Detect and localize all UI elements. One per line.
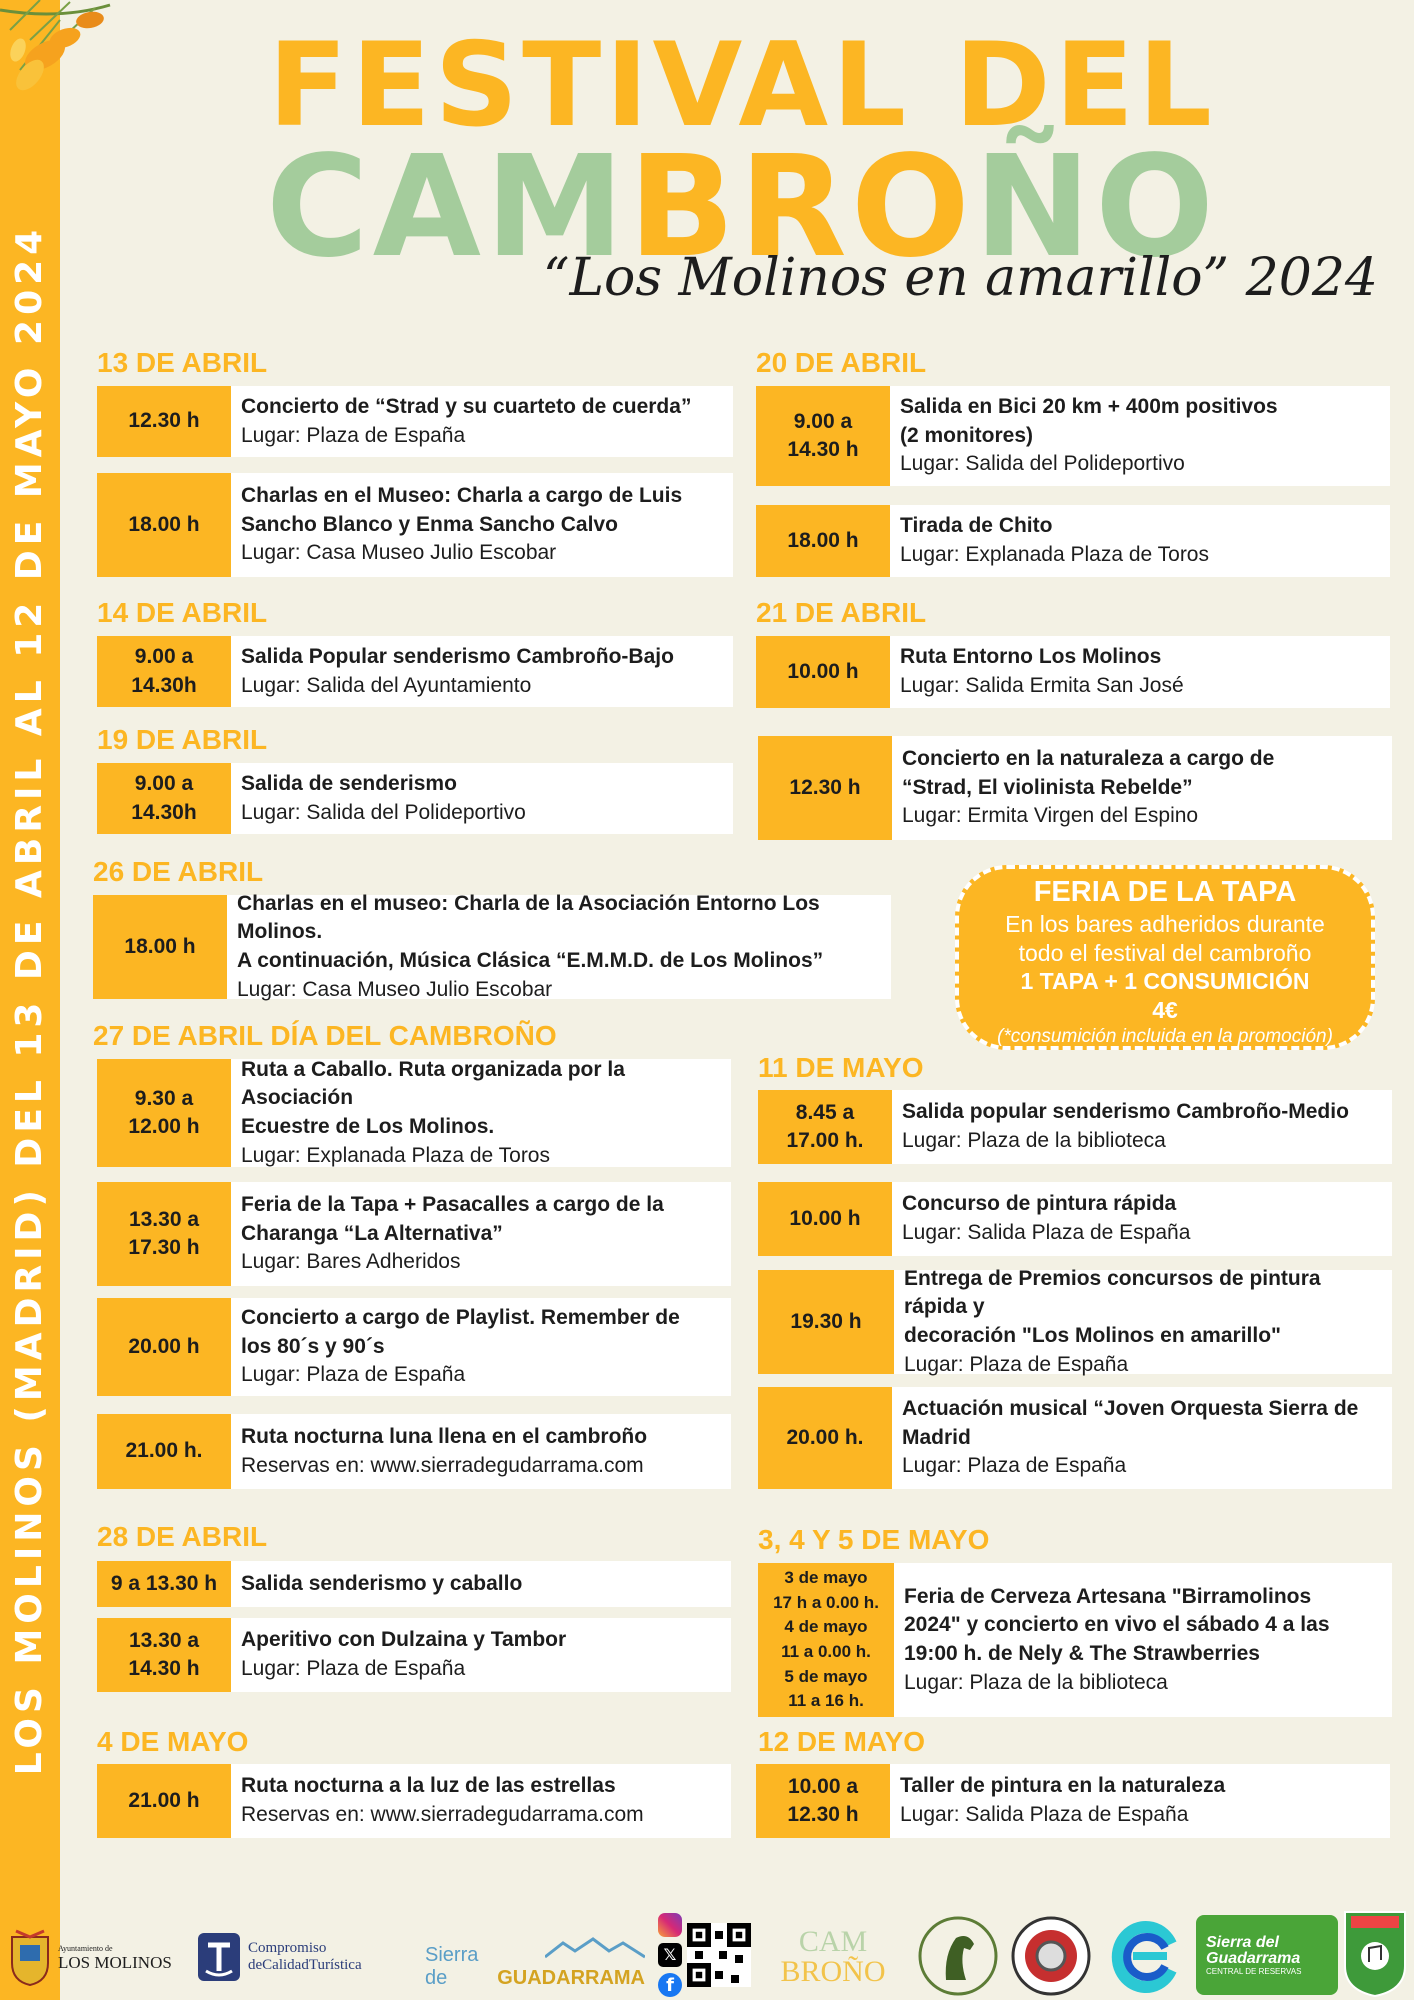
event-name: Ruta nocturna a la luz de las estrellas [241, 1774, 616, 1798]
event-time-line: 8.45 a [795, 1100, 855, 1124]
event-card [756, 1764, 1390, 1838]
event-card [97, 1182, 731, 1286]
day-heading: 21 DE ABRIL [756, 597, 927, 628]
event-place: Lugar: Salida Ermita San José [900, 674, 1184, 697]
ayuntamiento-small-text: Ayuntamiento de [58, 1943, 113, 1953]
event-name: Charlas en el Museo: Charla a cargo de Luis [241, 484, 683, 508]
event-name: Tirada de Chito [900, 514, 1053, 538]
event-time-line: 9.30 a [134, 1086, 194, 1110]
event-time [756, 386, 890, 486]
event-info [892, 1387, 1366, 1489]
day-heading: 13 DE ABRIL [97, 347, 268, 378]
event-name: Salida popular senderismo Cambroño-Medio [902, 1100, 1349, 1124]
event-info [231, 386, 699, 457]
event-info [231, 763, 534, 834]
event-time [97, 1298, 231, 1396]
event-info [227, 891, 891, 1001]
event-info [231, 1298, 688, 1396]
event-place: Lugar: Salida del Ayuntamiento [241, 673, 532, 697]
festival-subtitle: “Los Molinos en amarillo” 2024 [542, 248, 1378, 308]
event-card [758, 1182, 1392, 1256]
event-place: Lugar: Bares Adheridos [241, 1250, 461, 1274]
event-name: Ruta nocturna luna llena en el cambroño [241, 1424, 648, 1448]
event-time [97, 763, 231, 834]
event-time-line: 18.00 h [787, 528, 859, 552]
event-time-line: 17.00 h. [786, 1129, 864, 1152]
event-time-line: 21.00 h [128, 1788, 200, 1812]
event-time-line: 10.00 h [789, 1206, 861, 1230]
event-name: Salida Popular senderismo Cambroño-Bajo [241, 644, 674, 668]
qr-code-icon [687, 1923, 751, 1987]
event-time-line: 13.30 a [128, 1628, 200, 1652]
event-time-line: 20.00 h. [786, 1425, 864, 1449]
event-time-line: 12.30 h [789, 775, 861, 799]
event-card [97, 1414, 731, 1489]
event-time-line: 9.00 a [793, 409, 853, 433]
event-name: Salida senderismo y caballo [241, 1571, 523, 1595]
tapa-line1: En los bares adheridos durante [1005, 910, 1325, 937]
event-card [97, 1764, 731, 1838]
calidad-line1: Compromiso [248, 1940, 327, 1956]
event-name: (2 monitores) [900, 423, 1034, 447]
event-place: Lugar: Salida del Polideportivo [900, 452, 1185, 476]
coat-of-arms-icon [8, 1929, 52, 1987]
event-time [756, 505, 890, 577]
event-name: Salida de senderismo [241, 771, 457, 795]
cambrono-logo [768, 1919, 898, 1995]
event-time [97, 636, 231, 707]
event-name: Feria de la Tapa + Pasacalles a cargo de la [241, 1193, 664, 1217]
event-info [231, 1414, 655, 1489]
event-place: Lugar: Plaza de la biblioteca [902, 1129, 1166, 1152]
event-time-line: 14.30 h [128, 1657, 200, 1680]
event-name: Ruta a Caballo. Ruta organizada por la Asociación [241, 1057, 625, 1110]
event-name: Feria de Cerveza Artesana "Birramolinos [904, 1584, 1312, 1608]
day-heading: 4 DE MAYO [97, 1726, 249, 1757]
event-name: Ruta Entorno Los Molinos [900, 645, 1162, 669]
event-name: Charlas en el museo: Charla de la Asociación Entorno Los Molinos. [237, 891, 820, 944]
tapa-note: (*consumición incluida en la promoción) [997, 1025, 1333, 1047]
guadarrama-text: GUADARRAMA [497, 1967, 645, 1989]
event-info [894, 1266, 1392, 1376]
event-time [97, 386, 231, 457]
event-name: A continuación, Música Clásica “E.M.M.D. de Los Molinos” [237, 949, 824, 972]
event-time-line: 19.30 h [790, 1309, 862, 1333]
event-time-line: 11 a 0.00 h. [781, 1642, 871, 1661]
event-info [890, 636, 1192, 708]
event-time-line: 18.00 h [128, 512, 200, 536]
event-time [758, 1270, 894, 1374]
event-card [758, 1266, 1392, 1376]
event-info [231, 473, 690, 577]
event-card [97, 1561, 731, 1607]
x-icon[interactable]: 𝕏 [658, 1943, 682, 1967]
calidad-line2: deCalidadTurística [248, 1957, 362, 1973]
day-heading: 14 DE ABRIL [97, 597, 268, 628]
event-place: Lugar: Plaza de la biblioteca [904, 1670, 1168, 1694]
event-info [892, 1090, 1357, 1164]
cambrono-logo-brono: BROÑO [780, 1955, 886, 1988]
title-part-bro: BRO [628, 126, 974, 289]
instagram-icon[interactable] [658, 1913, 682, 1937]
event-time-line: 14.30h [131, 673, 197, 697]
event-time [97, 1561, 231, 1607]
reservas-line2: Guadarrama [1206, 1949, 1301, 1967]
event-info [890, 505, 1217, 577]
event-card [97, 473, 733, 577]
event-name: “Strad, El violinista Rebelde” [902, 775, 1193, 799]
music-school-shield-icon [1343, 1910, 1407, 1998]
event-name: Taller de pintura en la naturaleza [900, 1774, 1226, 1798]
event-name: Aperitivo con Dulzaina y Tambor [241, 1628, 567, 1652]
event-name: Concierto en la naturaleza a cargo de [902, 747, 1275, 771]
event-card [97, 1298, 731, 1396]
event-card [97, 636, 733, 707]
musica-danza-logo [1342, 1909, 1408, 1999]
event-name: Concierto a cargo de Playlist. Remember de [241, 1306, 680, 1330]
event-time-line: 3 de mayo [784, 1568, 868, 1588]
event-time-line: 13.30 a [128, 1207, 200, 1231]
event-time [93, 895, 227, 999]
event-card [758, 1090, 1392, 1164]
event-place: Lugar: Ermita Virgen del Espino [902, 804, 1199, 828]
event-place: Lugar: Salida del Polideportivo [241, 800, 526, 824]
event-info [231, 1764, 652, 1838]
event-card [756, 636, 1390, 708]
day-heading: 19 DE ABRIL [97, 724, 268, 755]
day-heading: 3, 4 Y 5 DE MAYO [758, 1524, 990, 1555]
event-time-line: 14.30 h [787, 438, 859, 461]
event-name: Sancho Blanco y Enma Sancho Calvo [241, 512, 618, 536]
event-place: Lugar: Plaza de España [904, 1352, 1129, 1376]
entorno-logo [1104, 1913, 1186, 1999]
event-time-line: 14.30h [131, 800, 197, 824]
event-time-line: 12.30 h [787, 1803, 859, 1826]
day-heading: 26 DE ABRIL [93, 856, 264, 887]
day-heading: 20 DE ABRIL [756, 347, 927, 378]
event-time [758, 736, 892, 840]
event-card [97, 1059, 731, 1167]
event-info [894, 1563, 1338, 1717]
event-name: Concurso de pintura rápida [902, 1192, 1177, 1216]
event-time-line: 10.00 a [787, 1774, 859, 1798]
event-time-line: 17.30 h [128, 1236, 200, 1259]
sponsor-logos [0, 1905, 1414, 2000]
event-time-line: 10.00 h [787, 659, 859, 683]
event-info [892, 1182, 1198, 1256]
event-card [97, 386, 733, 457]
facebook-icon[interactable]: f [658, 1973, 682, 1997]
event-time-line: 9 a 13.30 h [110, 1571, 218, 1595]
ayuntamiento-name: LOS MOLINOS [58, 1952, 172, 1972]
event-card [758, 1387, 1392, 1489]
title-part-cam: CAM [265, 126, 629, 289]
event-time [97, 1059, 231, 1167]
event-time [756, 636, 890, 708]
swirl-e-icon [1105, 1914, 1185, 1998]
event-name: Charanga “La Alternativa” [241, 1221, 503, 1245]
event-place: Lugar: Salida Plaza de España [900, 1803, 1189, 1826]
event-place: Lugar: Explanada Plaza de Toros [900, 543, 1209, 566]
event-place: Lugar: Plaza de España [902, 1454, 1127, 1478]
event-time [758, 1182, 892, 1256]
cambrono-logo-cam: CAM [798, 1925, 868, 1958]
event-place: Lugar: Salida Plaza de España [902, 1221, 1191, 1244]
social-icons [656, 1913, 684, 1997]
event-card [93, 891, 891, 1001]
event-name: 19:00 h. de Nely & The Strawberries [904, 1642, 1260, 1665]
reservas-line1: Sierra del [1206, 1933, 1279, 1951]
event-time [758, 1387, 892, 1489]
event-place: Lugar: Plaza de España [241, 1657, 466, 1680]
sierra-guadarrama-logo [425, 1935, 645, 1990]
event-info [890, 386, 1286, 486]
day-heading: 12 DE MAYO [758, 1726, 926, 1757]
event-name: Salida en Bici 20 km + 400m positivos [900, 395, 1278, 419]
event-time-line: 21.00 h. [125, 1439, 203, 1463]
event-info [231, 1059, 731, 1167]
event-time [756, 1764, 890, 1838]
event-name: Ecuestre de Los Molinos. [241, 1115, 495, 1138]
reservas-line3: CENTRAL DE RESERVAS [1206, 1966, 1302, 1976]
event-time-line: 20.00 h [128, 1334, 200, 1358]
sierra-text: Sierra de [425, 1944, 479, 1989]
event-info [231, 1561, 530, 1607]
event-time-line: 4 de mayo [784, 1617, 868, 1637]
ayuntamiento-logo [8, 1923, 178, 1993]
chito-emblem-icon [1009, 1914, 1093, 1998]
event-time [97, 1414, 231, 1489]
event-time-line: 12.00 h [128, 1115, 200, 1138]
event-place: Reservas en: www.sierradegudarrama.com [241, 1803, 644, 1826]
event-place: Lugar: Plaza de España [241, 1363, 466, 1387]
event-time-line: 18.00 h [124, 934, 196, 958]
event-time [97, 1182, 231, 1286]
event-time-line: 9.00 a [134, 645, 194, 669]
event-name: Actuación musical “Joven Orquesta Sierra de [902, 1397, 1359, 1421]
event-place: Lugar: Casa Museo Julio Escobar [241, 541, 557, 565]
calidad-turistica-logo [196, 1927, 386, 1987]
event-info [890, 1764, 1233, 1838]
day-heading: 27 DE ABRIL DÍA DEL CAMBROÑO [93, 1020, 557, 1051]
event-time [758, 1563, 894, 1717]
event-name: Entrega de Premios concursos de pintura rápida y [904, 1266, 1321, 1319]
event-name: 2024" y concierto en vivo el sábado 4 a las [904, 1613, 1330, 1637]
event-card [756, 386, 1390, 486]
event-name: los 80´s y 90´s [241, 1334, 385, 1358]
event-name: decoración "Los Molinos en amarillo" [904, 1324, 1281, 1347]
event-time [97, 1764, 231, 1838]
chito-logo [1008, 1913, 1094, 1999]
tapa-offer: 1 TAPA + 1 CONSUMICIÓN [1020, 968, 1310, 995]
mountains-icon [545, 1937, 645, 1959]
event-place: Lugar: Casa Museo Julio Escobar [237, 977, 553, 1001]
event-time [97, 473, 231, 577]
event-name: Concierto de “Strad y su cuarteto de cuerda” [241, 394, 692, 418]
event-info [231, 1618, 574, 1692]
asociacion-ecuestre-logo [915, 1913, 1001, 1999]
central-reservas-logo [1196, 1915, 1338, 1995]
event-time [97, 1618, 231, 1692]
event-card [758, 736, 1392, 840]
qr-code[interactable] [686, 1915, 752, 1995]
event-time-line: 9.00 a [134, 772, 194, 796]
event-time-line: 17 h a 0.00 h. [773, 1592, 879, 1612]
event-time [758, 1090, 892, 1164]
day-heading: 28 DE ABRIL [97, 1521, 268, 1552]
feria-tapa-badge [955, 865, 1375, 1050]
day-heading: 11 DE MAYO [758, 1052, 924, 1083]
event-time-line: 11 a 16 h. [788, 1691, 864, 1711]
event-card [756, 505, 1390, 577]
event-time-line: 12.30 h [128, 409, 200, 433]
event-place: Lugar: Explanada Plaza de Toros [241, 1143, 550, 1167]
event-card [97, 763, 733, 834]
festival-dates-banner: LOS MOLINOS (MADRID) DEL 13 DE ABRIL AL 12 DE MAYO 2024 [9, 224, 50, 1776]
event-info [892, 736, 1282, 840]
calidad-emblem-icon [196, 1931, 242, 1983]
event-place: Reservas en: www.sierradegudarrama.com [241, 1453, 644, 1477]
event-name: Madrid [902, 1425, 971, 1449]
festival-title-line1: FESTIVAL DEL [268, 18, 1216, 153]
horse-emblem-icon [916, 1914, 1000, 1998]
event-card [758, 1563, 1392, 1717]
event-time-line: 5 de mayo [784, 1666, 868, 1686]
tapa-price: 4€ [1152, 997, 1178, 1024]
event-place: Lugar: Plaza de España [241, 423, 466, 447]
tapa-line2: todo el festival del cambroño [1018, 939, 1312, 966]
title-part-no: ÑO [973, 126, 1219, 289]
event-info [231, 1182, 672, 1286]
event-card [97, 1618, 731, 1692]
tapa-title: FERIA DE LA TAPA [1033, 876, 1297, 908]
event-info [231, 636, 682, 707]
